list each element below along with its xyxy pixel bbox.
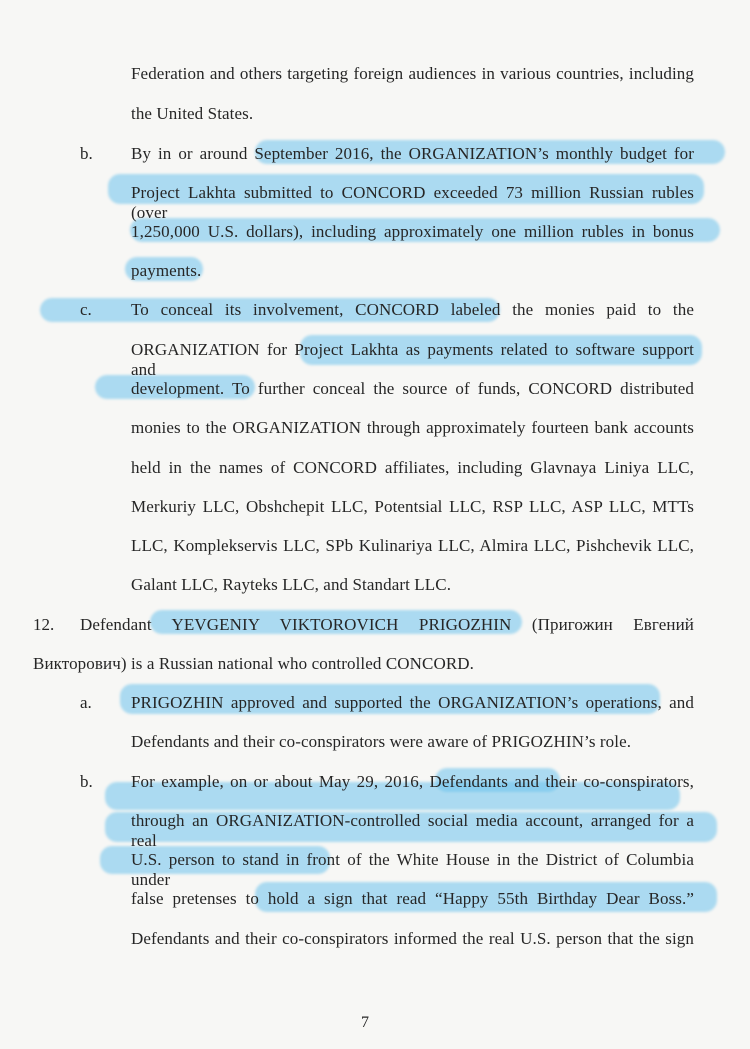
text-line: Defendant YEVGENIY VIKTOROVICH PRIGOZHIN (Пригожин Евгений bbox=[80, 615, 694, 634]
list-marker: b. bbox=[80, 772, 93, 791]
text-line: Galant LLC, Rayteks LLC, and Standart LLC. bbox=[131, 575, 452, 594]
text-line: development. To further conceal the source of funds, CONCORD distributed bbox=[131, 379, 694, 398]
text-line: Викторович) is a Russian national who controlled CONCORD. bbox=[33, 654, 475, 673]
text-line: 1,250,000 U.S. dollars), including approximately one million rubles in bonus bbox=[131, 222, 694, 241]
text-line: Defendants and their co-conspirators informed the real U.S. person that the sign bbox=[131, 929, 694, 948]
text-line: LLC, Komplekservis LLC, SPb Kulinariya LLC, Almira LLC, Pishchevik LLC, bbox=[131, 536, 694, 555]
text-line: ORGANIZATION for Project Lakhta as payments related to software support and bbox=[131, 340, 694, 379]
text-line: Federation and others targeting foreign audiences in various countries, including bbox=[131, 64, 694, 83]
text-line: Defendants and their co-conspirators were aware of PRIGOZHIN’s role. bbox=[131, 732, 632, 751]
text-line: false pretenses to hold a sign that read “Happy 55th Birthday Dear Boss.” bbox=[131, 889, 694, 908]
text-line: By in or around September 2016, the ORGANIZATION’s monthly budget for bbox=[131, 144, 694, 163]
text-line: Project Lakhta submitted to CONCORD exceeded 73 million Russian rubles (over bbox=[131, 183, 694, 222]
text-line: To conceal its involvement, CONCORD labeled the monies paid to the bbox=[131, 300, 694, 319]
text-line: held in the names of CONCORD affiliates, including Glavnaya Liniya LLC, bbox=[131, 458, 694, 477]
text-line: the United States. bbox=[131, 104, 254, 123]
text-line: U.S. person to stand in front of the White House in the District of Columbia under bbox=[131, 850, 694, 889]
text-line: monies to the ORGANIZATION through approximately fourteen bank accounts bbox=[131, 418, 694, 437]
text-line: PRIGOZHIN approved and supported the ORGANIZATION’s operations, and bbox=[131, 693, 694, 712]
text-line: For example, on or about May 29, 2016, Defendants and their co-conspirators, bbox=[131, 772, 694, 791]
text-line: payments. bbox=[131, 261, 202, 280]
list-marker: b. bbox=[80, 144, 93, 163]
page-number: 7 bbox=[361, 1014, 369, 1031]
list-marker: c. bbox=[80, 300, 92, 319]
list-marker: a. bbox=[80, 693, 92, 712]
text-line: Merkuriy LLC, Obshchepit LLC, Potentsial LLC, RSP LLC, ASP LLC, MTTs bbox=[131, 497, 694, 516]
text-line: through an ORGANIZATION-controlled social media account, arranged for a real bbox=[131, 811, 694, 850]
paragraph-number: 12. bbox=[33, 615, 55, 634]
